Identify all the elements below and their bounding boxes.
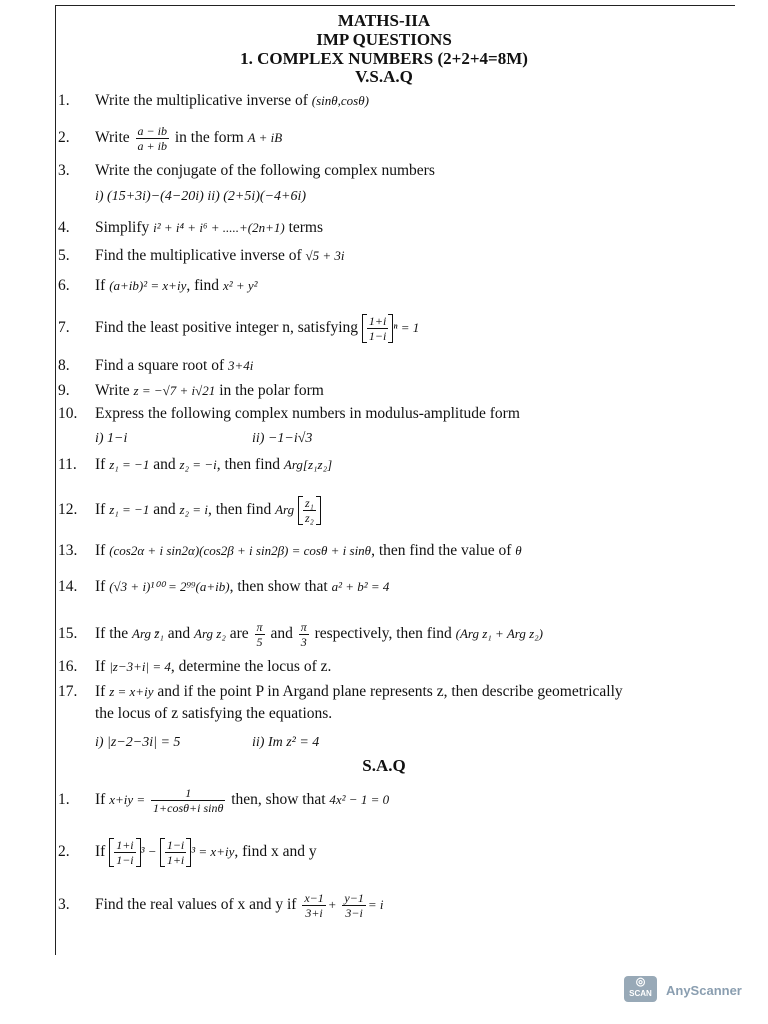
vsaq-question-6: 6. If (a+ib)² = x+iy, find x² + y²: [58, 277, 258, 294]
vsaq-question-17-part-i: i) |z−2−3i| = 5: [95, 735, 181, 750]
vsaq-question-10: 10. Express the following complex numbers in modulus-amplitude form: [58, 405, 520, 422]
vsaq-question-14: 14. If (√3 + i)¹⁰⁰ = 2⁹⁹(a+ib), then show that a² + b² = 4: [58, 578, 390, 595]
saq-question-2: 2. If $\frac{1+i}{1-i}$ ³ − $\frac{1-i}{1+i}$ ³ = x+iy, find x and y: [58, 838, 317, 867]
heading-section-vsaq: V.S.A.Q: [355, 67, 413, 86]
vsaq-question-9: 9. Write z = −√7 + i√21 in the polar form: [58, 382, 324, 399]
vsaq-question-4: 4. Simplify i² + i⁴ + i⁶ + .....+(2n+1) terms: [58, 219, 323, 236]
vsaq-question-15: 15. If the Arg z̄₁ and Arg z₂ are $\frac{\pi}{5}$ and $\frac{\pi}{3}$ respectively, then find (Arg z₁ + Arg z₂): [58, 620, 544, 649]
vsaq-question-17-continued: the locus of z satisfying the equations.: [95, 705, 333, 722]
vsaq-question-11: 11. If z₁ = −1 and z₂ = −i, then find Arg[z₁z₂]: [58, 456, 333, 473]
vsaq-question-1: 1. Write the multiplicative inverse of (sinθ,cosθ): [58, 92, 369, 109]
vsaq-question-17: 17. If z = x+iy and if the point P in Argand plane represents z, then describe geometrically: [58, 683, 623, 700]
heading-section-saq: S.A.Q: [362, 756, 406, 775]
vsaq-question-13: 13. If (cos2α + i sin2α)(cos2β + i sin2β) = cosθ + i sinθ, then find the value of θ: [58, 542, 522, 559]
vsaq-question-3: 3. Write the conjugate of the following complex numbers: [58, 162, 435, 179]
vsaq-question-7: 7. Find the least positive integer n, satisfying $\frac{1+i}{1-i}$ ⁿ = 1: [58, 314, 420, 343]
heading-chapter: 1. COMPLEX NUMBERS (2+2+4=8M): [240, 49, 528, 68]
vsaq-question-8: 8. Find a square root of 3+4i: [58, 357, 254, 374]
anyscanner-watermark: AnyScanner: [666, 983, 742, 998]
vsaq-question-3-parts: i) (15+3i)−(4−20i) ii) (2+5i)(−4+6i): [95, 189, 307, 204]
vsaq-question-10-part-ii: ii) −1−i√3: [252, 431, 313, 446]
saq-question-1: 1. If x+iy = $\frac{1}{\text{1+cosθ+i sinθ}}$ then, show that 4x² − 1 = 0: [58, 786, 390, 815]
saq-question-3: 3. Find the real values of x and y if $\frac{x-1}{3+i}$ + $\frac{y-1}{3-i}$ = i: [58, 891, 384, 920]
heading-subject: MATHS-IIA: [337, 11, 431, 30]
heading-title: IMP QUESTIONS: [316, 30, 452, 49]
vsaq-question-16: 16. If |z−3+i| = 4, determine the locus of z.: [58, 658, 332, 675]
scan-icon: ◎ SCAN: [624, 976, 657, 1002]
vsaq-question-10-part-i: i) 1−i: [95, 431, 128, 446]
page-border-left: [55, 5, 56, 955]
vsaq-question-2: 2. Write $\frac{a - ib}{a + ib}$ in the form A + iB: [58, 124, 283, 153]
vsaq-question-17-part-ii: ii) Im z² = 4: [252, 735, 320, 750]
vsaq-question-12: 12. If z₁ = −1 and z₂ = i, then find Arg $\frac{\text{z₁}}{\text{z₂}}$: [58, 496, 321, 525]
vsaq-question-5: 5. Find the multiplicative inverse of √5 + 3i: [58, 247, 345, 264]
page-border-top: [55, 5, 735, 6]
